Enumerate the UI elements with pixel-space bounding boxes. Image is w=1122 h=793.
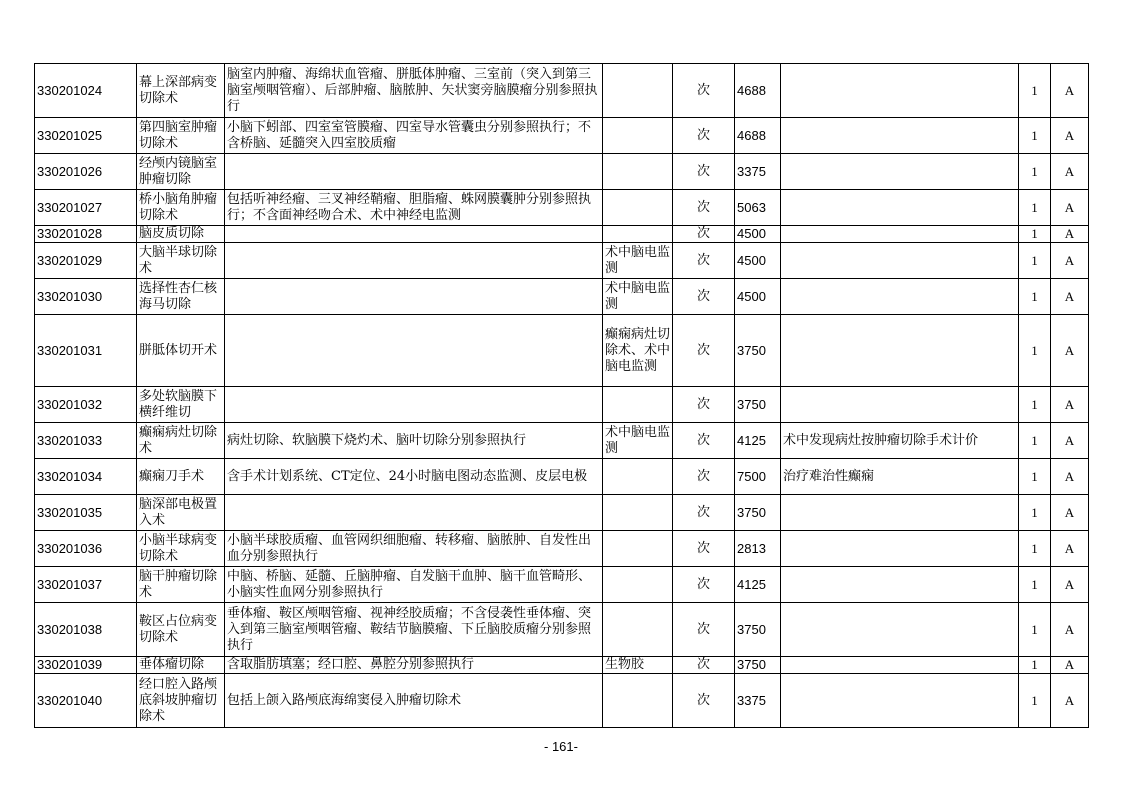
item-content-cell: 垂体瘤、鞍区颅咽管瘤、视神经胶质瘤；不含侵袭性垂体瘤、突入到第三脑室颅咽管瘤、鞍结节脑膜瘤、下丘脑胶质瘤分别参照执行 xyxy=(225,603,603,657)
table-row xyxy=(35,118,1089,154)
table-row xyxy=(35,657,1089,674)
item-content-cell: 小脑半球胶质瘤、血管网织细胞瘤、转移瘤、脑脓肿、自发性出血分别参照执行 xyxy=(225,531,603,567)
item-content-cell: 包括听神经瘤、三叉神经鞘瘤、胆脂瘤、蛛网膜囊肿分别参照执行；不含面神经吻合术、术中神经电监测 xyxy=(225,190,603,226)
item-code-cell: 330201035 xyxy=(35,495,137,531)
price-cell: 3750 xyxy=(735,315,781,387)
quantity-cell: 1 xyxy=(1019,423,1051,459)
item-code-cell: 330201040 xyxy=(35,674,137,728)
unit-cell: 次 xyxy=(673,279,735,315)
table-row xyxy=(35,459,1089,495)
table-row xyxy=(35,64,1089,118)
excluded-content-cell xyxy=(603,531,673,567)
item-name-cell: 小脑半球病变切除术 xyxy=(137,531,225,567)
table-row xyxy=(35,531,1089,567)
grade-cell: A xyxy=(1051,495,1089,531)
item-name-cell: 经颅内镜脑室肿瘤切除 xyxy=(137,154,225,190)
excluded-content-cell xyxy=(603,387,673,423)
item-name-cell: 癫痫病灶切除术 xyxy=(137,423,225,459)
grade-cell: A xyxy=(1051,154,1089,190)
item-name-cell: 胼胝体切开术 xyxy=(137,315,225,387)
excluded-content-cell xyxy=(603,459,673,495)
item-code-cell: 330201036 xyxy=(35,531,137,567)
unit-cell: 次 xyxy=(673,495,735,531)
fee-schedule-table xyxy=(34,63,1089,728)
unit-cell: 次 xyxy=(673,531,735,567)
quantity-cell: 1 xyxy=(1019,459,1051,495)
unit-cell: 次 xyxy=(673,674,735,728)
item-content-cell: 病灶切除、软脑膜下烧灼术、脑叶切除分别参照执行 xyxy=(225,423,603,459)
unit-cell: 次 xyxy=(673,603,735,657)
grade-cell: A xyxy=(1051,567,1089,603)
item-content-cell: 脑室内肿瘤、海绵状血管瘤、胼胝体肿瘤、三室前（突入到第三脑室颅咽管瘤）、后部肿瘤、脑脓肿、矢状窦旁脑膜瘤分别参照执行 xyxy=(225,64,603,118)
item-content-cell xyxy=(225,495,603,531)
excluded-content-cell: 生物胶 xyxy=(603,657,673,674)
price-cell: 2813 xyxy=(735,531,781,567)
price-cell: 3750 xyxy=(735,387,781,423)
price-cell: 4500 xyxy=(735,279,781,315)
item-name-cell: 选择性杏仁核海马切除 xyxy=(137,279,225,315)
item-code-cell: 330201037 xyxy=(35,567,137,603)
excluded-content-cell: 术中脑电监测 xyxy=(603,423,673,459)
unit-cell: 次 xyxy=(673,657,735,674)
item-code-cell: 330201030 xyxy=(35,279,137,315)
excluded-content-cell xyxy=(603,603,673,657)
item-content-cell xyxy=(225,279,603,315)
grade-cell: A xyxy=(1051,459,1089,495)
note-cell: 治疗难治性癫痫 xyxy=(781,459,1019,495)
note-cell xyxy=(781,657,1019,674)
excluded-content-cell xyxy=(603,674,673,728)
excluded-content-cell xyxy=(603,495,673,531)
grade-cell: A xyxy=(1051,531,1089,567)
table-row xyxy=(35,567,1089,603)
item-code-cell: 330201038 xyxy=(35,603,137,657)
excluded-content-cell xyxy=(603,567,673,603)
quantity-cell: 1 xyxy=(1019,657,1051,674)
excluded-content-cell: 术中脑电监测 xyxy=(603,243,673,279)
unit-cell: 次 xyxy=(673,154,735,190)
item-code-cell: 330201025 xyxy=(35,118,137,154)
item-name-cell: 脑皮质切除 xyxy=(137,226,225,243)
item-code-cell: 330201033 xyxy=(35,423,137,459)
table-row xyxy=(35,387,1089,423)
unit-cell: 次 xyxy=(673,190,735,226)
note-cell xyxy=(781,243,1019,279)
grade-cell: A xyxy=(1051,315,1089,387)
item-name-cell: 癫痫刀手术 xyxy=(137,459,225,495)
quantity-cell: 1 xyxy=(1019,387,1051,423)
item-content-cell xyxy=(225,243,603,279)
table-body xyxy=(35,64,1089,728)
excluded-content-cell xyxy=(603,226,673,243)
unit-cell: 次 xyxy=(673,243,735,279)
page-number: - 161- xyxy=(544,739,578,754)
item-name-cell: 经口腔入路颅底斜坡肿瘤切除术 xyxy=(137,674,225,728)
price-cell: 4125 xyxy=(735,567,781,603)
grade-cell: A xyxy=(1051,603,1089,657)
quantity-cell: 1 xyxy=(1019,674,1051,728)
quantity-cell: 1 xyxy=(1019,118,1051,154)
excluded-content-cell xyxy=(603,190,673,226)
grade-cell: A xyxy=(1051,674,1089,728)
excluded-content-cell: 术中脑电监测 xyxy=(603,279,673,315)
price-cell: 4688 xyxy=(735,64,781,118)
table-row xyxy=(35,674,1089,728)
item-name-cell: 桥小脑角肿瘤切除术 xyxy=(137,190,225,226)
item-content-cell xyxy=(225,315,603,387)
note-cell xyxy=(781,315,1019,387)
item-content-cell xyxy=(225,387,603,423)
quantity-cell: 1 xyxy=(1019,315,1051,387)
note-cell xyxy=(781,603,1019,657)
item-code-cell: 330201027 xyxy=(35,190,137,226)
item-code-cell: 330201028 xyxy=(35,226,137,243)
quantity-cell: 1 xyxy=(1019,226,1051,243)
grade-cell: A xyxy=(1051,279,1089,315)
excluded-content-cell: 癫痫病灶切除术、术中脑电监测 xyxy=(603,315,673,387)
grade-cell: A xyxy=(1051,423,1089,459)
price-cell: 3750 xyxy=(735,495,781,531)
grade-cell: A xyxy=(1051,190,1089,226)
note-cell xyxy=(781,387,1019,423)
table-row xyxy=(35,154,1089,190)
grade-cell: A xyxy=(1051,118,1089,154)
item-code-cell: 330201032 xyxy=(35,387,137,423)
item-code-cell: 330201031 xyxy=(35,315,137,387)
table-row xyxy=(35,603,1089,657)
item-name-cell: 脑深部电极置入术 xyxy=(137,495,225,531)
unit-cell: 次 xyxy=(673,315,735,387)
note-cell xyxy=(781,531,1019,567)
excluded-content-cell xyxy=(603,154,673,190)
item-content-cell: 小脑下蚓部、四室室管膜瘤、四室导水管囊虫分别参照执行；不含桥脑、延髓突入四室胶质瘤 xyxy=(225,118,603,154)
quantity-cell: 1 xyxy=(1019,243,1051,279)
grade-cell: A xyxy=(1051,243,1089,279)
table-row xyxy=(35,495,1089,531)
item-name-cell: 鞍区占位病变切除术 xyxy=(137,603,225,657)
note-cell xyxy=(781,64,1019,118)
quantity-cell: 1 xyxy=(1019,603,1051,657)
item-name-cell: 脑干肿瘤切除术 xyxy=(137,567,225,603)
excluded-content-cell xyxy=(603,64,673,118)
note-cell xyxy=(781,279,1019,315)
unit-cell: 次 xyxy=(673,118,735,154)
price-cell: 3750 xyxy=(735,657,781,674)
item-code-cell: 330201029 xyxy=(35,243,137,279)
grade-cell: A xyxy=(1051,657,1089,674)
note-cell xyxy=(781,495,1019,531)
grade-cell: A xyxy=(1051,64,1089,118)
unit-cell: 次 xyxy=(673,64,735,118)
item-content-cell: 中脑、桥脑、延髓、丘脑肿瘤、自发脑干血肿、脑干血管畸形、小脑实性血网分别参照执行 xyxy=(225,567,603,603)
quantity-cell: 1 xyxy=(1019,567,1051,603)
price-cell: 4688 xyxy=(735,118,781,154)
table-row xyxy=(35,190,1089,226)
item-code-cell: 330201039 xyxy=(35,657,137,674)
price-cell: 3750 xyxy=(735,603,781,657)
note-cell xyxy=(781,674,1019,728)
note-cell xyxy=(781,190,1019,226)
quantity-cell: 1 xyxy=(1019,154,1051,190)
quantity-cell: 1 xyxy=(1019,279,1051,315)
item-code-cell: 330201026 xyxy=(35,154,137,190)
price-cell: 5063 xyxy=(735,190,781,226)
note-cell: 术中发现病灶按肿瘤切除手术计价 xyxy=(781,423,1019,459)
item-content-cell: 包括上颌入路颅底海绵窦侵入肿瘤切除术 xyxy=(225,674,603,728)
price-cell: 7500 xyxy=(735,459,781,495)
note-cell xyxy=(781,154,1019,190)
quantity-cell: 1 xyxy=(1019,531,1051,567)
item-name-cell: 垂体瘤切除 xyxy=(137,657,225,674)
grade-cell: A xyxy=(1051,387,1089,423)
unit-cell: 次 xyxy=(673,226,735,243)
item-name-cell: 大脑半球切除术 xyxy=(137,243,225,279)
table-row xyxy=(35,423,1089,459)
note-cell xyxy=(781,567,1019,603)
item-content-cell: 含手术计划系统、CT定位、24小时脑电图动态监测、皮层电极 xyxy=(225,459,603,495)
unit-cell: 次 xyxy=(673,423,735,459)
excluded-content-cell xyxy=(603,118,673,154)
price-cell: 4500 xyxy=(735,243,781,279)
item-name-cell: 多处软脑膜下横纤维切 xyxy=(137,387,225,423)
table-row xyxy=(35,279,1089,315)
item-content-cell xyxy=(225,154,603,190)
quantity-cell: 1 xyxy=(1019,190,1051,226)
note-cell xyxy=(781,118,1019,154)
price-cell: 4500 xyxy=(735,226,781,243)
price-cell: 3375 xyxy=(735,674,781,728)
table-row xyxy=(35,226,1089,243)
quantity-cell: 1 xyxy=(1019,495,1051,531)
table-row xyxy=(35,243,1089,279)
unit-cell: 次 xyxy=(673,387,735,423)
item-code-cell: 330201024 xyxy=(35,64,137,118)
unit-cell: 次 xyxy=(673,459,735,495)
item-name-cell: 幕上深部病变切除术 xyxy=(137,64,225,118)
price-cell: 3375 xyxy=(735,154,781,190)
note-cell xyxy=(781,226,1019,243)
unit-cell: 次 xyxy=(673,567,735,603)
quantity-cell: 1 xyxy=(1019,64,1051,118)
grade-cell: A xyxy=(1051,226,1089,243)
table-row xyxy=(35,315,1089,387)
item-name-cell: 第四脑室肿瘤切除术 xyxy=(137,118,225,154)
price-cell: 4125 xyxy=(735,423,781,459)
item-content-cell: 含取脂肪填塞；经口腔、鼻腔分别参照执行 xyxy=(225,657,603,674)
item-content-cell xyxy=(225,226,603,243)
item-code-cell: 330201034 xyxy=(35,459,137,495)
